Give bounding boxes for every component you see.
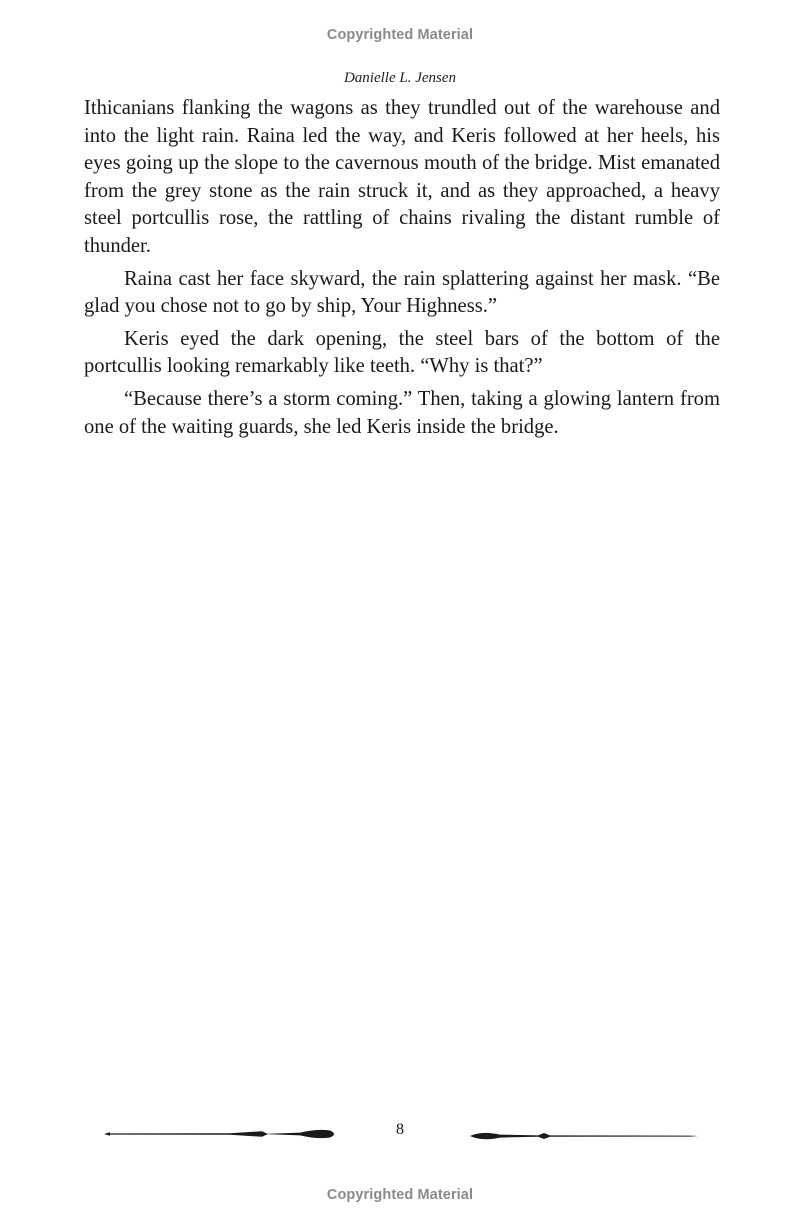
paragraph: Keris eyed the dark opening, the steel bars of the bottom of the portcullis looking remarkably like teeth. “Why is that?” (84, 327, 720, 378)
copyright-watermark-bottom: Copyrighted Material (326, 1187, 474, 1203)
running-header-author: Danielle L. Jensen (343, 70, 457, 86)
page-number: 8 (396, 1121, 404, 1138)
body-text (84, 95, 720, 446)
paragraph: Ithicanians flanking the wagons as they trundled out of the warehouse and into the light rain. Raina led the way, and Keris followed at her heels, his eyes going up the slope to the cavernous mouth of the bridge. Mist emanated from the grey stone as the rain struck it, and as they approached, a heavy steel portcullis rose, the rattling of chains rivaling the distant rumble of thunder. (84, 97, 720, 257)
copyright-watermark-top: Copyrighted Material (326, 27, 474, 43)
paragraph: “Because there’s a storm coming.” Then, taking a glowing lantern from one of the waiting guards, she led Keris inside the bridge. (84, 387, 720, 438)
paragraph: Raina cast her face skyward, the rain splattering against her mask. “Be glad you chose not to go by ship, Your Highness.” (84, 267, 720, 318)
